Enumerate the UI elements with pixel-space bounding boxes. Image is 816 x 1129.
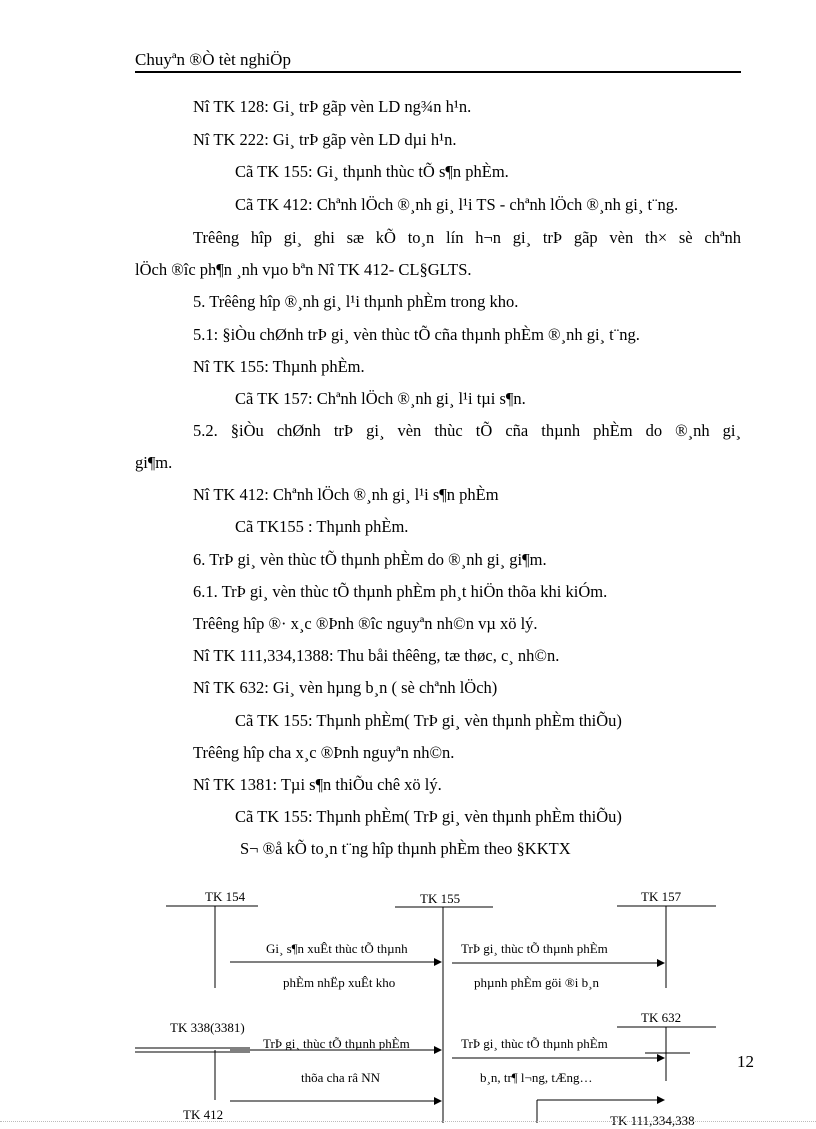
text-line: Trêêng hîp gi¸ ghi sæ kÕ to¸n lín h¬n gi¸ trÞ gãp vèn th× sè chªnh <box>193 228 741 247</box>
account-label-tk632: TK 632 <box>641 1010 682 1025</box>
arrow-label: Gi¸ s¶n xuÊt thùc tÕ thµnh <box>266 941 408 956</box>
text-line: Trêêng hîp ®· x¸c ®Þnh ®îc nguyªn nh©n vµ xö lý. <box>193 614 538 633</box>
section-heading: 6. TrÞ gi¸ vèn thùc tÕ thµnh phÈm do ®¸nh gi¸ gi¶m. <box>193 550 547 569</box>
text-line: Cã TK 155: Thµnh phÈm( TrÞ gi¸ vèn thµnh phÈm thiÕu) <box>235 807 622 826</box>
text-line: Nî TK 128: Gi¸ trÞ gãp vèn LD ng¾n h¹n. <box>193 97 472 116</box>
page-number: 12 <box>737 1052 754 1071</box>
running-header: Chuyªn ®Ò tèt nghiÖp <box>135 50 291 69</box>
text-line: Trêêng hîp cha x¸c ®Þnh nguyªn nh©n. <box>193 743 455 762</box>
text-line: Nî TK 222: Gi¸ trÞ gãp vèn LD dµi h¹n. <box>193 130 457 149</box>
account-label-tk338: TK 338(3381) <box>170 1020 245 1035</box>
subsection-heading: 5.1: §iÒu chØnh trÞ gi¸ vèn thùc tÕ cña thµnh phÈm ®¸nh gi¸ t¨ng. <box>193 325 640 344</box>
arrow-label: phµnh phÈm göi ®i b¸n <box>474 975 599 990</box>
arrow-label: b¸n, tr¶ l¬ng, tÆng… <box>480 1070 593 1085</box>
subsection-heading: 5.2. §iÒu chØnh trÞ gi¸ vèn thùc tÕ cña thµnh phÈm do ®¸nh gi¸ <box>193 421 741 440</box>
text-line: Cã TK155 : Thµnh phÈm. <box>235 517 409 536</box>
text-line: gi¶m. <box>135 453 173 472</box>
account-label-tk154: TK 154 <box>205 889 246 904</box>
page-bottom-border <box>0 1121 816 1122</box>
account-label-tk111: TK 111,334,338 <box>610 1113 695 1128</box>
arrow-label: TrÞ gi¸ thùc tÕ thµnh phÈm <box>461 1036 608 1051</box>
text-line: lÖch ®îc ph¶n ¸nh vµo bªn Nî TK 412- CL§GLTS. <box>135 260 472 279</box>
account-label-tk412: TK 412 <box>183 1107 224 1122</box>
text-line: Nî TK 111,334,1388: Thu båi thêêng, tæ thøc, c¸ nh©n. <box>193 646 560 665</box>
arrow-label: thõa cha râ NN <box>301 1070 381 1085</box>
text-line: Cã TK 157: Chªnh lÖch ®¸nh gi¸ l¹i tµi s¶n. <box>235 389 526 408</box>
arrow-label: phÈm nhËp xuÊt kho <box>283 975 396 990</box>
arrow-label: TrÞ gi¸ thùc tÕ thµnh phÈm <box>461 941 608 956</box>
text-line: Nî TK 155: Thµnh phÈm. <box>193 357 365 376</box>
subsection-heading: 6.1. TrÞ gi¸ vèn thùc tÕ thµnh phÈm ph¸t hiÖn thõa khi kiÓm. <box>193 582 608 601</box>
text-line: Nî TK 632: Gi¸ vèn hµng b¸n ( sè chªnh lÖch) <box>193 678 498 697</box>
section-heading: 5. Trêêng hîp ®¸nh gi¸ l¹i thµnh phÈm trong kho. <box>193 292 519 311</box>
text-line: Nî TK 1381: Tµi s¶n thiÕu chê xö lý. <box>193 775 442 794</box>
text-line: Cã TK 412: Chªnh lÖch ®¸nh gi¸ l¹i TS - chªnh lÖch ®¸nh gi¸ t¨ng. <box>235 195 679 214</box>
account-label-tk155: TK 155 <box>420 891 461 906</box>
text-line: Cã TK 155: Thµnh phÈm( TrÞ gi¸ vèn thµnh phÈm thiÕu) <box>235 711 622 730</box>
account-label-tk157: TK 157 <box>641 889 682 904</box>
arrow-label: TrÞ gi¸ thùc tÕ thµnh phÈm <box>263 1036 410 1051</box>
diagram-caption: S¬ ®å kÕ to¸n t¨ng hîp thµnh phÈm theo §KKTX <box>240 839 571 858</box>
text-line: Cã TK 155: Gi¸ thµnh thùc tÕ s¶n phÈm. <box>235 162 509 181</box>
text-line: Nî TK 412: Chªnh lÖch ®¸nh gi¸ l¹i s¶n phÈm <box>193 485 499 504</box>
